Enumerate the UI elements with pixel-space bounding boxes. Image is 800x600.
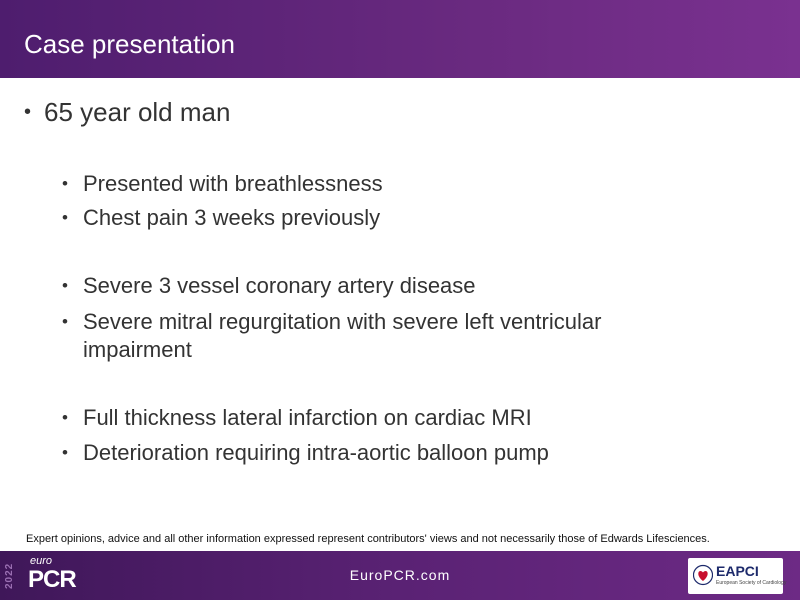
eapci-label: EAPCI [716,563,759,579]
footer-url[interactable]: EuroPCR.com [349,567,451,583]
slide-title: Case presentation [24,29,236,59]
eapci-logo [688,558,787,594]
bullet-sub-text: Full thickness lateral infarction on cardiac MRI [83,405,532,430]
bullet-sub-text: Presented with breathlessness [83,171,383,196]
bullet-sub-6 [62,439,682,467]
bullet-sub-3 [62,272,682,300]
slide-footer [0,551,800,600]
bullet-dot-icon: • [62,174,68,193]
europcr-logo-euro: euro [30,555,53,567]
bullet-sub-4 [62,308,682,364]
slide-header [0,0,800,78]
eapci-subtitle: European Society of Cardiology [716,580,787,586]
bullet-main-text: 65 year old man [44,97,231,127]
bullet-sub-text: Chest pain 3 weeks previously [83,205,381,230]
bullet-dot-icon: • [62,276,68,295]
bullet-dot-icon: • [24,101,32,123]
bullet-sub-1 [62,170,682,198]
bullet-dot-icon: • [62,443,68,462]
bullet-sub-text: Severe 3 vessel coronary artery disease [83,273,476,298]
bullet-sub-text: Deterioration requiring intra-aortic balloon pump [83,440,549,465]
bullet-sub-5 [62,404,682,432]
bullet-sub-text: Severe mitral regurgitation with severe left ventricular impairment [83,309,602,362]
bullet-dot-icon: • [62,312,68,331]
bullet-dot-icon: • [62,208,68,227]
europcr-logo-pcr: PCR [28,566,76,593]
bullet-dot-icon: • [62,408,68,427]
event-year: 2022 [4,562,15,590]
bullet-sub-2 [62,204,682,232]
heart-icon [693,564,713,586]
slide-content [0,78,800,528]
disclaimer-text: Expert opinions, advice and all other information expressed represent contributors' views and not necessarily those of Edwards Lifesciences. [26,533,710,545]
bullet-main [24,96,230,128]
